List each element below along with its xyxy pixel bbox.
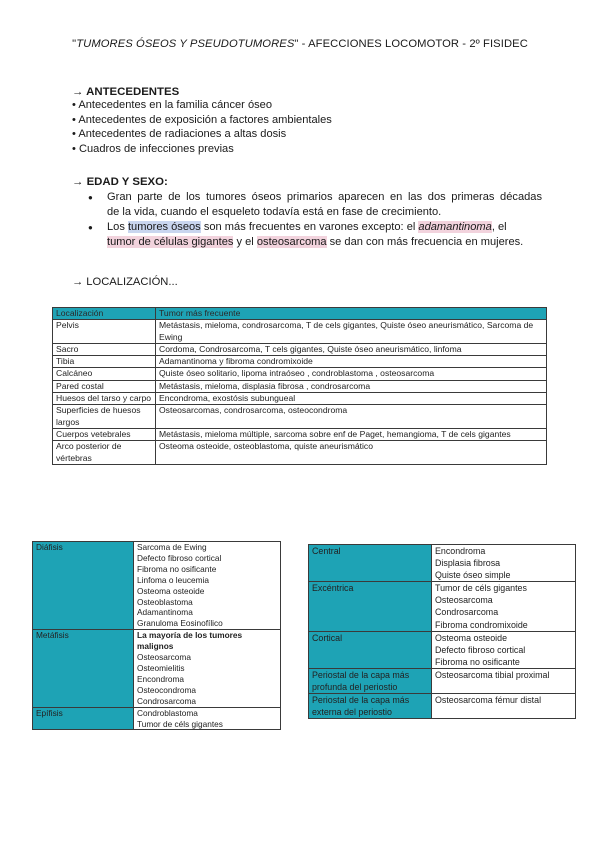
edad-section xyxy=(72,176,542,250)
bone-region-table xyxy=(32,541,281,730)
table-row xyxy=(53,405,547,429)
edad-paragraph-2 xyxy=(72,220,542,250)
table-cell-tumors xyxy=(134,707,281,730)
table-cell-tumor: Adamantinoma y fibroma condromixoide xyxy=(156,356,547,368)
table-cell-tumor: Quiste óseo solitario, lipoma intraóseo , condroblastoma , osteosarcoma xyxy=(156,368,547,380)
table-cell-tumor: Metástasis, mieloma, condrosarcoma, T de cels gigantes, Quiste óseo aneurismático, Sarcoma de Ewing xyxy=(156,320,547,344)
table-cell-tumor: Metástasis, mieloma, displasia fibrosa , condrosarcoma xyxy=(156,380,547,392)
table-cell-tumor: Metástasis, mieloma múltiple, sarcoma sobre enf de Paget, hemangioma, T de cels gigantes xyxy=(156,428,547,440)
edad-p2-text: se dan con más frecuencia en mujeres. xyxy=(326,236,524,248)
list-item: Encondroma xyxy=(137,673,185,684)
table-cell-tumor: Osteosarcomas, condrosarcoma, osteocondroma xyxy=(156,405,547,429)
table-cell-region xyxy=(33,542,134,630)
table-row xyxy=(53,343,547,355)
table-cell-tumors xyxy=(134,630,281,707)
table-row xyxy=(53,428,547,440)
antecedentes-title-text: ANTECEDENTES xyxy=(86,86,180,98)
table-cell-position: Periostal de la capa más profunda del periostio xyxy=(309,668,432,693)
region-label: Epífisis xyxy=(36,707,63,718)
list-item: Displasia fibrosa xyxy=(435,558,501,569)
table-cell-tumor: Osteoma osteoide, osteoblastoma, quiste aneurismático xyxy=(156,441,547,465)
list-item: Osteomielitis xyxy=(137,662,185,673)
edad-p2-line2 xyxy=(107,235,542,250)
edad-p2-text: , el xyxy=(491,221,507,233)
edad-p2-text: son más frecuentes en varones excepto: el xyxy=(200,221,419,233)
bullet-icon: ● xyxy=(88,223,93,232)
list-item: Osteosarcoma fémur distal xyxy=(435,695,542,706)
list-item-bold: La mayoría de los tumores malignos xyxy=(137,630,243,652)
table-header-cell: Tumor más frecuente xyxy=(156,308,547,320)
list-item: • Antecedentes en la familia cáncer óseo xyxy=(72,99,272,111)
list-item: Tumor de céls gigantes xyxy=(435,583,527,594)
list-item: • Cuadros de infecciones previas xyxy=(72,142,234,155)
table-row xyxy=(53,441,547,465)
list-item: Fibroma no osificante xyxy=(137,563,217,574)
list-item: Osteosarcoma tibial proximal xyxy=(435,669,550,680)
table-cell-tumors xyxy=(432,694,576,719)
table-cell-tumor: Cordoma, Condrosarcoma, T cels gigantes, Quiste óseo aneurismático, linfoma xyxy=(156,343,547,355)
table-header-cell: Localización xyxy=(53,308,156,320)
edad-p2-line1 xyxy=(107,220,542,235)
list-item: Osteocondroma xyxy=(137,684,197,695)
table-cell-location: Cuerpos vetebrales xyxy=(53,428,156,440)
table-cell-location: Huesos del tarso y carpo xyxy=(53,393,156,405)
highlight-tumor-celulas-gigantes: tumor de células gigantes xyxy=(107,236,234,248)
list-item: Quiste óseo simple xyxy=(435,570,511,581)
table-row xyxy=(33,707,281,730)
table-cell-tumors xyxy=(432,582,576,631)
list-item: Osteosarcoma xyxy=(435,595,493,606)
table-cell-position: Excéntrica xyxy=(309,582,432,631)
table-row xyxy=(53,368,547,380)
page-header xyxy=(0,38,600,50)
table-row xyxy=(53,380,547,392)
arrow-icon: → xyxy=(72,86,84,98)
list-item: Tumor de céls gigantes xyxy=(137,718,223,729)
list-item: Sarcoma de Ewing xyxy=(137,542,207,552)
table-row xyxy=(53,356,547,368)
table-row xyxy=(309,582,576,631)
header-title-rest: " - AFECCIONES LOCOMOTOR - 2º FISIDEC xyxy=(294,38,528,50)
table-cell-tumors xyxy=(432,668,576,693)
list-item: Adamantinoma xyxy=(137,607,193,618)
table-cell-tumors xyxy=(432,545,576,582)
antecedentes-title xyxy=(72,86,332,98)
list-item: Condrosarcoma xyxy=(137,695,197,706)
edad-p1-line1: Gran parte de los tumores óseos primarios aparecen en las dos primeras décadas xyxy=(107,191,542,203)
table-row xyxy=(309,631,576,668)
list-item: Osteoblastoma xyxy=(137,596,193,607)
list-item: Osteoma osteoide xyxy=(137,585,205,596)
list-item: Defecto fibroso cortical xyxy=(435,644,526,655)
table-row xyxy=(309,545,576,582)
table-row xyxy=(33,542,281,630)
list-item: Osteoma osteoide xyxy=(435,632,508,643)
list-item: • Antecedentes de radiaciones a altas dosis xyxy=(72,128,287,141)
table-cell-location: Calcáneo xyxy=(53,368,156,380)
bone-position-table xyxy=(308,544,576,719)
table-cell-location: Superficies de huesos largos xyxy=(53,405,156,429)
edad-title-text: EDAD Y SEXO: xyxy=(86,176,168,188)
header-title-italic: TUMORES ÓSEOS Y PSEUDOTUMORES xyxy=(76,38,295,50)
edad-p1-line2: de la vida, cuando el esqueleto todavía está en fase de crecimiento. xyxy=(107,206,442,218)
highlight-tumores-oseos: tumores óseos xyxy=(127,221,201,233)
table-cell-position: Central xyxy=(309,545,432,582)
list-item: Fibroma condromixoide xyxy=(435,619,528,630)
list-item: Granuloma Eosinofílico xyxy=(137,618,223,629)
list-item: Condroblastoma xyxy=(137,707,198,718)
edad-p2-text: Los xyxy=(107,221,128,233)
table-row xyxy=(309,694,576,719)
list-item: Fibroma no osificante xyxy=(435,656,520,667)
table-cell-location: Sacro xyxy=(53,343,156,355)
list-item: • Antecedentes de exposición a factores ambientales xyxy=(72,113,332,126)
table-cell-region xyxy=(33,707,134,730)
edad-title xyxy=(72,176,542,188)
arrow-icon: → xyxy=(72,176,84,188)
list-item: Osteosarcoma xyxy=(137,652,191,663)
region-label: Diáfisis xyxy=(36,542,63,552)
highlight-adamantinoma: adamantinoma xyxy=(418,221,492,233)
edad-p2-text: y el xyxy=(233,236,257,248)
list-item: Linfoma o leucemia xyxy=(137,574,209,585)
edad-paragraph-1 xyxy=(72,190,542,220)
table-cell-region xyxy=(33,630,134,707)
header-quote: " xyxy=(72,38,77,50)
table-row xyxy=(309,668,576,693)
table-cell-location: Pelvis xyxy=(53,320,156,344)
list-item: Encondroma xyxy=(435,546,486,556)
antecedentes-section xyxy=(72,86,332,156)
table-cell-location: Arco posterior de vértebras xyxy=(53,441,156,465)
region-label: Metáfisis xyxy=(36,630,69,641)
list-item: Condrosarcoma xyxy=(435,607,499,618)
highlight-osteosarcoma: osteosarcoma xyxy=(256,236,327,248)
table-cell-tumor: Encondroma, exostósis subungueal xyxy=(156,393,547,405)
table-cell-location: Tibia xyxy=(53,356,156,368)
table-cell-tumors xyxy=(432,631,576,668)
table-cell-position: Cortical xyxy=(309,631,432,668)
table-row xyxy=(33,630,281,707)
table-header-row xyxy=(53,308,547,320)
table-row xyxy=(53,393,547,405)
table-row xyxy=(53,320,547,344)
table-cell-tumors xyxy=(134,542,281,630)
bullet-icon: ● xyxy=(88,193,93,202)
localizacion-table xyxy=(52,307,547,465)
table-cell-location: Pared costal xyxy=(53,380,156,392)
list-item: Defecto fibroso cortical xyxy=(137,552,222,563)
table-cell-position: Periostal de la capa más externa del periostio xyxy=(309,694,432,719)
localizacion-title: → LOCALIZACIÓN... xyxy=(72,276,178,288)
